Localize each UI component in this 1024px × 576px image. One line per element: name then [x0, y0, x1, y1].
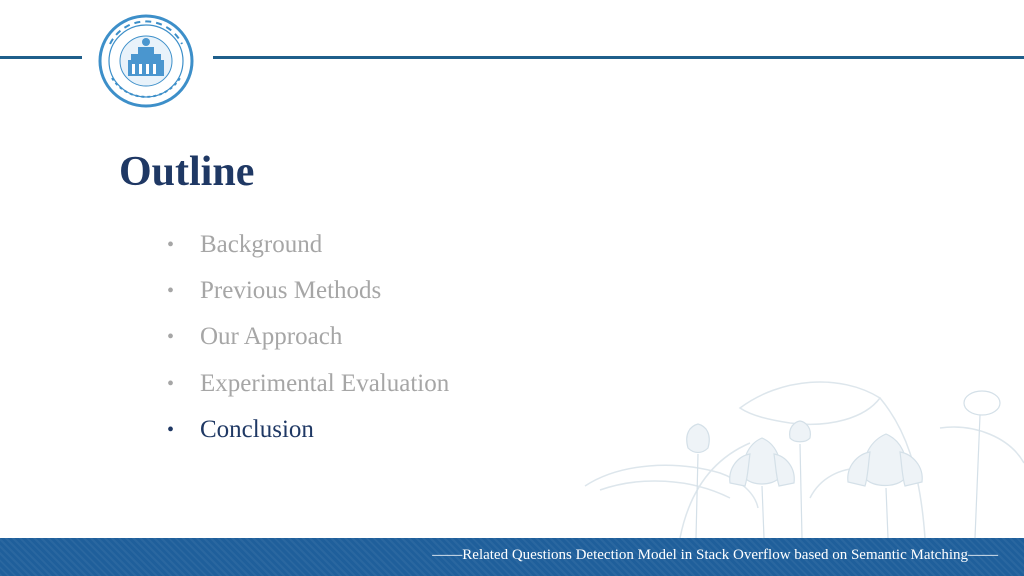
bullet: •: [167, 234, 175, 257]
header-rule-left: [0, 56, 82, 59]
footer-bar: [0, 538, 1024, 576]
outline-item-our-approach: [167, 314, 449, 360]
bullet: •: [167, 326, 175, 349]
outline-list: [167, 222, 449, 453]
university-seal-icon: [98, 14, 194, 108]
outline-item-previous-methods: [167, 268, 449, 314]
outline-item-label: Conclusion: [200, 415, 314, 443]
slide-title: Outline: [119, 149, 255, 195]
footer-caption: ——Related Questions Detection Model in Stack Overflow based on Semantic Matching——: [432, 547, 998, 563]
bullet: •: [167, 418, 175, 441]
outline-item-label: Our Approach: [200, 323, 343, 351]
outline-item-label: Background: [200, 231, 323, 259]
outline-item-conclusion: [167, 407, 449, 453]
header-rule-right: [213, 56, 1024, 59]
bullet: •: [167, 372, 175, 395]
lotus-decoration-icon: [580, 368, 1024, 538]
outline-item-experimental-evaluation: [167, 361, 449, 407]
bullet: •: [167, 280, 175, 303]
outline-item-background: [167, 222, 449, 268]
outline-item-label: Previous Methods: [200, 277, 382, 305]
outline-item-label: Experimental Evaluation: [200, 369, 450, 397]
